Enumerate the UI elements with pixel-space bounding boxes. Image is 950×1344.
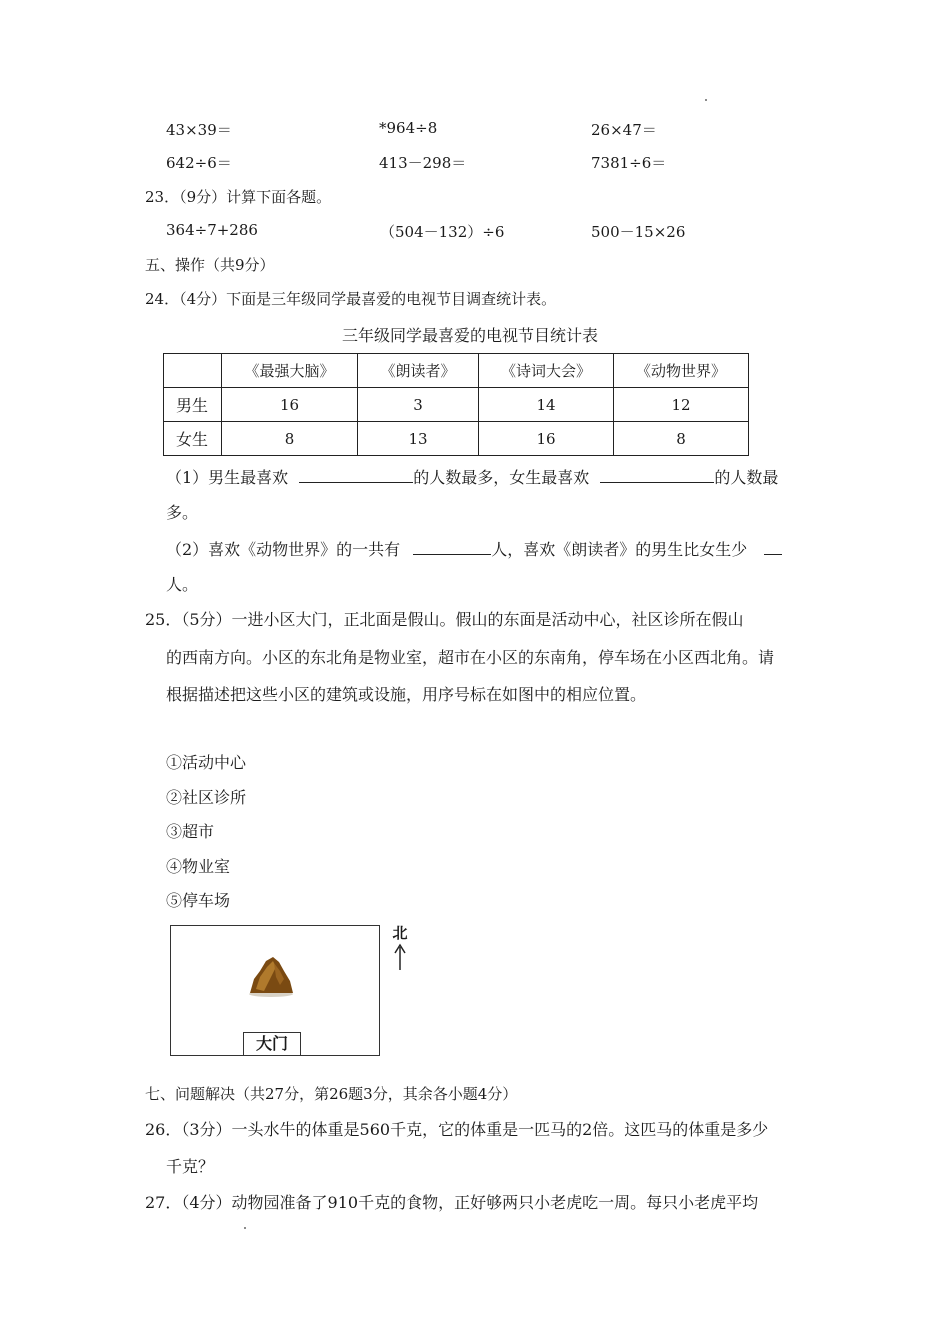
- q24-sub1-text: 的人数最多，女生最喜欢: [413, 468, 590, 487]
- q23-item: （504－132）÷6: [380, 223, 505, 241]
- gate-label: 大门: [243, 1032, 301, 1056]
- table-header-cell: 《诗词大会》: [479, 354, 614, 388]
- arrow-up-icon: [392, 943, 408, 971]
- table-cell: 8: [614, 422, 749, 456]
- question-24-title: 24．（4分）下面是三年级同学最喜爱的电视节目调查统计表。: [145, 290, 557, 308]
- table-row: [164, 388, 749, 422]
- answer-blank[interactable]: [299, 468, 413, 483]
- table-row: [164, 422, 749, 456]
- calc-item: *964÷8: [379, 119, 438, 137]
- q24-sub1-text: （1）男生最喜欢: [166, 468, 289, 487]
- q24-sub1-text: 的人数最: [714, 468, 779, 487]
- page-mark-top: [705, 99, 707, 101]
- answer-blank[interactable]: [600, 468, 714, 483]
- table-cell: 13: [358, 422, 479, 456]
- calc-item: 642÷6＝: [166, 154, 232, 172]
- calc-item: 413－298＝: [379, 154, 467, 172]
- table-cell: 3: [358, 388, 479, 422]
- table-header-cell: 《动物世界》: [614, 354, 749, 388]
- question-26-line: 26．（3分）一头水牛的体重是560千克，它的体重是一匹马的2倍。这匹马的体重是多少: [145, 1120, 769, 1139]
- q23-item: 364÷7+286: [166, 221, 258, 239]
- q24-sub1-cont: 多。: [166, 503, 199, 522]
- calc-item: 43×39＝: [166, 121, 232, 139]
- legend-item: ②社区诊所: [166, 788, 247, 807]
- table-title: 三年级同学最喜爱的电视节目统计表: [342, 326, 599, 345]
- q24-sub2-text: 人，喜欢《朗读者》的男生比女生少: [491, 540, 748, 559]
- question-23-title: 23．（9分）计算下面各题。: [145, 188, 332, 206]
- q24-sub2: [166, 537, 782, 560]
- table-header-cell: 《朗读者》: [358, 354, 479, 388]
- stat-table: [163, 353, 749, 456]
- question-25-line: 25．（5分）一进小区大门，正北面是假山。假山的东面是活动中心，社区诊所在假山: [145, 610, 744, 629]
- north-label: 北: [392, 924, 408, 942]
- table-header-cell: [164, 354, 222, 388]
- q24-sub1: [166, 465, 778, 488]
- question-27-line: 27．（4分）动物园准备了910千克的食物，正好够两只小老虎吃一周。每只小老虎平均: [145, 1193, 759, 1212]
- community-map[interactable]: [170, 925, 380, 1056]
- table-header-row: [164, 354, 749, 388]
- section-5-heading: 五、操作（共9分）: [145, 256, 275, 274]
- legend-item: ③超市: [166, 822, 215, 841]
- answer-blank[interactable]: [764, 540, 782, 555]
- legend-item: ⑤停车场: [166, 891, 231, 910]
- calc-item: 26×47＝: [591, 121, 657, 139]
- row-label: 女生: [164, 422, 222, 456]
- question-25-line: 的西南方向。小区的东北角是物业室，超市在小区的东南角，停车场在小区西北角。请: [166, 648, 775, 667]
- table-cell: 8: [222, 422, 358, 456]
- legend-item: ①活动中心: [166, 753, 247, 772]
- question-26-line: 千克？: [166, 1157, 215, 1176]
- q24-sub2-cont: 人。: [166, 575, 199, 594]
- row-label: 男生: [164, 388, 222, 422]
- answer-blank[interactable]: [413, 540, 491, 555]
- table-cell: 16: [479, 422, 614, 456]
- table-cell: 14: [479, 388, 614, 422]
- legend-item: ④物业室: [166, 857, 231, 876]
- table-cell: 12: [614, 388, 749, 422]
- table-cell: 16: [222, 388, 358, 422]
- north-indicator: [392, 922, 408, 971]
- section-7-heading: 七、问题解决（共27分，第26题3分，其余各小题4分）: [145, 1085, 518, 1103]
- q23-item: 500－15×26: [591, 223, 686, 241]
- table-header-cell: 《最强大脑》: [222, 354, 358, 388]
- question-25-line: 根据描述把这些小区的建筑或设施，用序号标在如图中的相应位置。: [166, 685, 647, 704]
- page-mark-bottom: [244, 1227, 246, 1229]
- calc-item: 7381÷6＝: [591, 154, 667, 172]
- rock-hill-icon: [246, 949, 296, 999]
- q24-sub2-text: （2）喜欢《动物世界》的一共有: [166, 540, 401, 559]
